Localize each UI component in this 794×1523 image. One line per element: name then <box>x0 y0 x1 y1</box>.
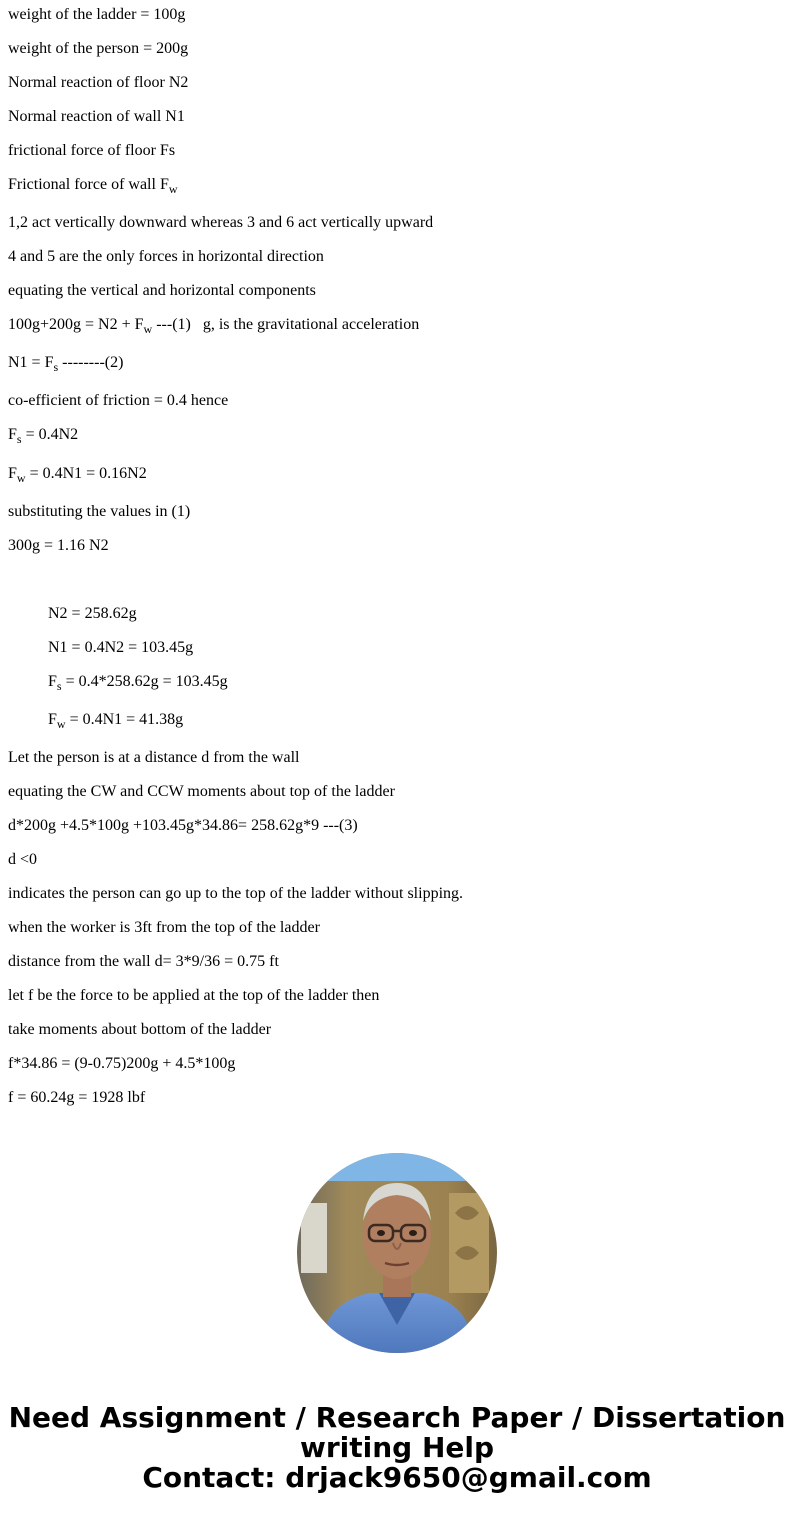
result-line <box>8 711 183 729</box>
text-line: when the worker is 3ft from the top of the ladder <box>8 919 320 936</box>
subscript: w <box>56 717 66 731</box>
subscript: w <box>168 182 178 196</box>
text-span: F <box>48 673 57 690</box>
equation-line <box>8 354 123 372</box>
text-line: weight of the ladder = 100g <box>8 6 186 23</box>
result-line <box>8 673 228 691</box>
equation-line: f = 60.24g = 1928 lbf <box>8 1089 146 1106</box>
text-span: --------(2) <box>58 354 124 371</box>
equation-line: d*200g +4.5*100g +103.45g*34.86= 258.62g*9 ---(3) <box>8 817 358 834</box>
subscript: s <box>56 679 62 693</box>
text-line: equating the vertical and horizontal components <box>8 282 316 299</box>
banner-line: writing Help <box>299 1431 495 1464</box>
text-span: = 0.4N2 <box>21 426 79 443</box>
text-span: N1 = F <box>8 354 54 371</box>
equation-line: distance from the wall d= 3*9/36 = 0.75 ft <box>8 953 279 970</box>
text-span: F <box>48 711 57 728</box>
text-line: equating the CW and CCW moments about top of the ladder <box>8 783 395 800</box>
equation-line <box>8 465 147 483</box>
subscript: w <box>143 322 153 336</box>
text-line: indicates the person can go up to the top of the ladder without slipping. <box>8 885 464 902</box>
text-line: 1,2 act vertically downward whereas 3 and 6 act vertically upward <box>8 214 434 231</box>
text-line: frictional force of floor Fs <box>8 142 176 159</box>
text-span: ---(1) g, is the gravitational acceleration <box>152 316 420 333</box>
text-line: let f be the force to be applied at the top of the ladder then <box>8 987 380 1004</box>
equation-line <box>8 426 78 444</box>
text-line: co-efficient of friction = 0.4 hence <box>8 392 229 409</box>
text-line: 4 and 5 are the only forces in horizontal direction <box>8 248 324 265</box>
text-span: 100g+200g = N2 + F <box>8 316 144 333</box>
text-span: Frictional force of wall F <box>8 176 169 193</box>
text-line: weight of the person = 200g <box>8 40 189 57</box>
banner-line: Need Assignment / Research Paper / Dissertation <box>8 1401 786 1434</box>
text-span: F <box>8 426 17 443</box>
equation-line: d <0 <box>8 851 38 868</box>
text-line: Normal reaction of wall N1 <box>8 108 185 125</box>
text-line: Let the person is at a distance d from the wall <box>8 749 300 766</box>
equation-line: f*34.86 = (9-0.75)200g + 4.5*100g <box>8 1055 236 1072</box>
equation-line: 300g = 1.16 N2 <box>8 537 109 554</box>
text-line <box>8 176 178 194</box>
text-span: F <box>8 465 17 482</box>
contact-email: Contact: drjack9650@gmail.com <box>142 1461 652 1494</box>
text-line: substituting the values in (1) <box>8 503 191 520</box>
result-line: N2 = 258.62g <box>48 605 137 622</box>
author-portrait-image <box>297 1153 497 1353</box>
text-line: Normal reaction of floor N2 <box>8 74 189 91</box>
text-span: = 0.4N1 = 0.16N2 <box>25 465 147 482</box>
result-line: N1 = 0.4N2 = 103.45g <box>48 639 194 656</box>
subscript: w <box>16 471 26 485</box>
subscript: s <box>16 432 22 446</box>
contact-banner <box>0 1403 794 1493</box>
subscript: s <box>53 360 59 374</box>
text-line: take moments about bottom of the ladder <box>8 1021 272 1038</box>
text-span: = 0.4N1 = 41.38g <box>65 711 184 728</box>
text-span: = 0.4*258.62g = 103.45g <box>61 673 228 690</box>
author-avatar <box>297 1153 497 1353</box>
equation-line <box>8 316 419 334</box>
